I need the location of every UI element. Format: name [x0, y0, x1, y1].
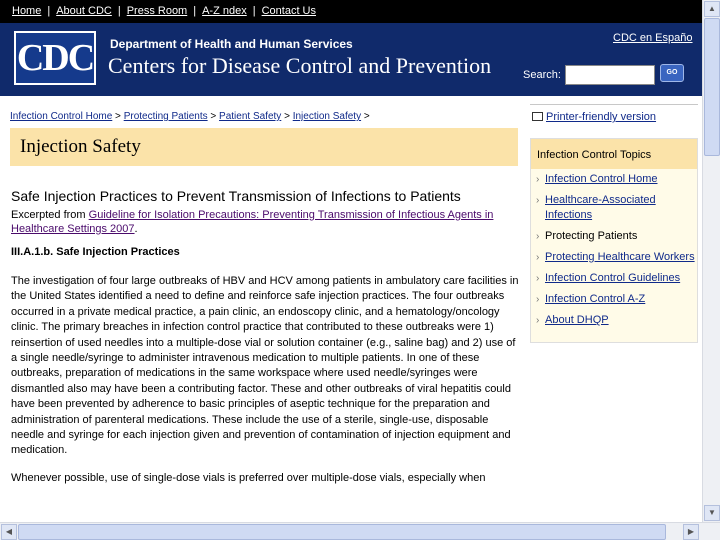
- cdc-logo[interactable]: CDC: [14, 31, 96, 85]
- espanol-link[interactable]: CDC en Españo: [613, 32, 693, 44]
- scroll-right-arrow-icon[interactable]: ▶: [683, 524, 699, 540]
- body-paragraph: The investigation of four large outbreaks of HBV and HCV among patients in ambulatory care facilities in the United States identified a need to define and reinforce safe injection practices. The four outbreaks occurred in a private medical practice, a pain clinic, an endoscopy clinic, and a hematology/oncology clinic. The primary breaches in infection control practice that contributed to these outbreaks were 1) reinsertion of used needles into a multiple-dose vial or solution container (e.g., saline bag) and 2) use of a single needle/syringe to administer intravenous medication to multiple patients. In one of these outbreaks, preparation of medications in the same workspace where used needle/syringes were dismantled also may have been a contributing factor. These and other outbreaks of viral hepatitis could have been prevented by adherence to basic principles of aseptic technique for the preparation and administration of parenteral medications. These include the use of a sterile, single-use, disposable needle and syringe for each injection given and prevention of contamination of injection equipment and medication.: [11, 275, 519, 457]
- site-header: [0, 23, 702, 96]
- nav-separator: |: [117, 5, 121, 17]
- article-heading: Safe Injection Practices to Prevent Transmission of Infections to Patients: [11, 188, 461, 204]
- excerpt-prefix: Excerpted from: [11, 209, 89, 221]
- scroll-down-arrow-icon[interactable]: ▼: [704, 505, 720, 521]
- sidebar-item-label[interactable]: Infection Control A-Z: [545, 293, 646, 305]
- nav-separator: |: [252, 5, 256, 17]
- page-title: Injection Safety: [20, 136, 141, 157]
- scroll-up-arrow-icon[interactable]: ▲: [704, 1, 720, 17]
- sidebar-item-infection-control-a-z[interactable]: [531, 289, 697, 310]
- topics-sidebar: [530, 138, 698, 343]
- sidebar-item-protecting-healthcare-workers[interactable]: [531, 247, 697, 268]
- printer-friendly-link[interactable]: Printer-friendly version: [546, 111, 657, 123]
- horizontal-scrollbar[interactable]: [0, 522, 720, 540]
- scroll-left-arrow-icon[interactable]: ◀: [1, 524, 17, 540]
- printer-icon: [532, 112, 543, 121]
- nav-about-link[interactable]: About CDC: [56, 5, 112, 17]
- page-title-banner: [10, 128, 518, 166]
- excerpt-suffix: .: [134, 223, 138, 235]
- breadcrumb-patient-safety[interactable]: Patient Safety: [219, 111, 282, 122]
- search-input[interactable]: [565, 65, 655, 85]
- breadcrumb-infection-control-home[interactable]: Infection Control Home: [10, 111, 113, 122]
- chevron-right-icon: ›: [536, 294, 540, 305]
- top-navigation-bar: [0, 0, 702, 23]
- chevron-right-icon: ›: [536, 315, 540, 326]
- breadcrumb: Infection Control Home > Protecting Patients > Patient Safety > Injection Safety >: [10, 111, 370, 122]
- chevron-right-icon: ›: [536, 273, 540, 284]
- topics-list: [531, 169, 697, 331]
- sidebar-item-label[interactable]: Protecting Healthcare Workers: [545, 251, 695, 263]
- vertical-scrollbar[interactable]: [702, 0, 720, 522]
- horizontal-scroll-thumb[interactable]: [18, 524, 666, 540]
- sidebar-item-label[interactable]: Healthcare-Associated Infections: [545, 194, 656, 221]
- vertical-scroll-thumb[interactable]: [704, 18, 720, 156]
- chevron-right-icon: ›: [536, 174, 540, 185]
- guideline-link[interactable]: Guideline for Isolation Precautions: Preventing Transmission of Infectious Agents in Healthcare Settings 2007: [11, 209, 494, 235]
- sidebar-item-infection-control-guidelines[interactable]: [531, 268, 697, 289]
- department-name: Department of Health and Human Services: [110, 37, 353, 51]
- topics-heading: Infection Control Topics: [531, 139, 697, 169]
- nav-separator: |: [47, 5, 51, 17]
- body-paragraph: Whenever possible, use of single-dose vials is preferred over multiple-dose vials, especially when: [11, 471, 486, 484]
- sidebar-item-label: Protecting Patients: [545, 230, 638, 242]
- printer-friendly: [532, 111, 656, 123]
- breadcrumb-injection-safety[interactable]: Injection Safety: [292, 111, 362, 122]
- nav-contact-link[interactable]: Contact Us: [261, 5, 317, 17]
- excerpt-line: [11, 208, 519, 236]
- chevron-right-icon: ›: [536, 231, 540, 242]
- sidebar-item-label[interactable]: Infection Control Guidelines: [545, 272, 681, 284]
- main-content: [11, 187, 519, 486]
- chevron-right-icon: ›: [536, 195, 540, 206]
- section-subheading: III.A.1.b. Safe Injection Practices: [11, 246, 180, 258]
- nav-separator: |: [193, 5, 197, 17]
- agency-name: Centers for Disease Control and Prevention: [108, 53, 492, 78]
- nav-az-index-link[interactable]: A-Z ndex: [202, 5, 247, 17]
- sidebar-item-about-dhqp[interactable]: [531, 310, 697, 331]
- chevron-right-icon: ›: [536, 252, 540, 263]
- search-label: Search:: [523, 69, 561, 81]
- nav-home-link[interactable]: Home: [12, 5, 42, 17]
- search-go-button[interactable]: GO: [660, 64, 684, 82]
- sidebar-item-healthcare-associated-infections[interactable]: [531, 190, 697, 226]
- sidebar-item-infection-control-home[interactable]: [531, 169, 697, 190]
- breadcrumb-protecting-patients[interactable]: Protecting Patients: [123, 111, 208, 122]
- nav-press-room-link[interactable]: Press Room: [126, 5, 188, 17]
- sidebar-item-label[interactable]: Infection Control Home: [545, 173, 658, 185]
- sidebar-item-protecting-patients: [531, 226, 697, 247]
- sidebar-item-label[interactable]: About DHQP: [545, 314, 609, 326]
- sidebar-divider: [530, 104, 698, 105]
